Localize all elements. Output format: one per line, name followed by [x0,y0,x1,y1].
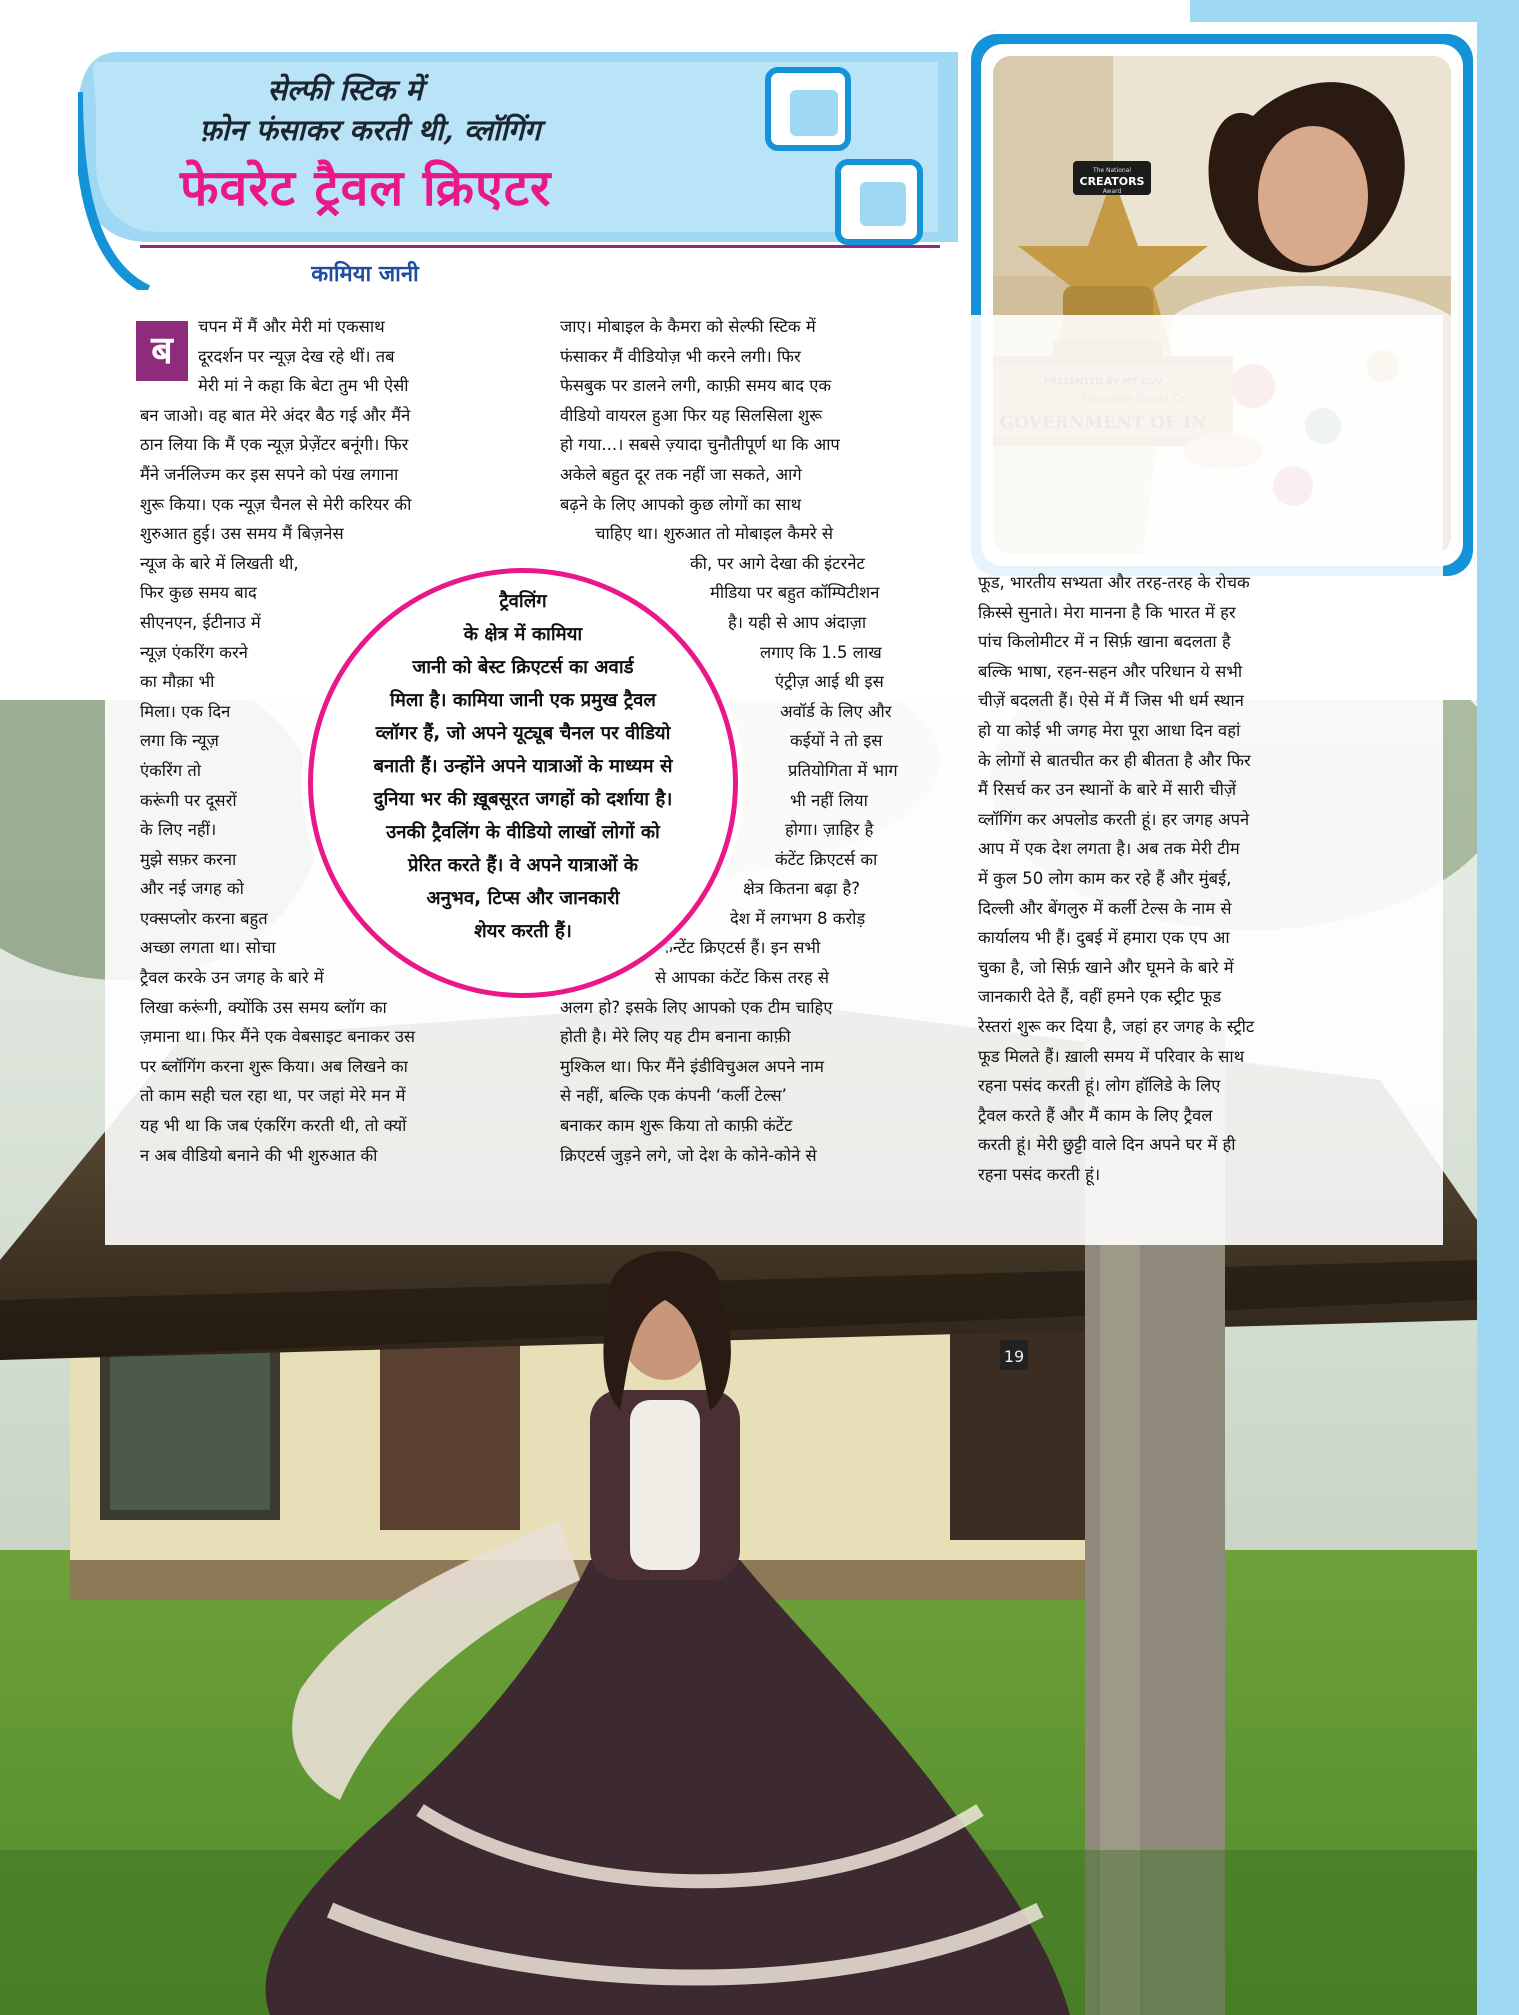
col1-line: मिला। एक दिन [140,701,231,721]
headline: फेवरेट ट्रैवल क्रिएटर [180,159,552,217]
pullquote-text [318,585,728,948]
col2-line: कईयों ने तो इस [790,731,883,751]
col3-line: के लोगों से बातचीत कर ही बीतता है और फिर [978,750,1251,770]
col1-line: के लिए नहीं। [140,820,217,840]
col1-line: मैंने जर्नलिज्म कर इस सपने को पंख लगाना [140,464,399,484]
col2-line: फेसबुक पर डालने लगी, काफ़ी समय बाद एक [560,376,832,396]
col2-line: बढ़ने के लिए आपको कुछ लोगों का साथ [560,494,802,514]
col2-line: कंटेंट क्रिएटर्स का [775,849,878,869]
col3-line: फूड मिलते हैं। ख़ाली समय में परिवार के साथ [978,1046,1245,1066]
col1-line: ठान लिया कि मैं एक न्यूज़ प्रेज़ेंटर बनूंगी। फिर [140,435,409,455]
col2-line: फंसाकर मैं वीडियोज़ भी करने लगी। फिर [560,346,801,366]
col3-line: व्लॉगिंग कर अपलोड करती हूं। हर जगह अपने [978,809,1250,829]
col3-line: रेस्तरां शुरू कर दिया है, जहां हर जगह के स्ट्रीट [978,1016,1255,1036]
col1-line: तो काम सही चल रहा था, पर जहां मेरे मन में [140,1086,406,1106]
col1-line: शुरू किया। एक न्यूज़ चैनल से मेरी करियर की [140,494,412,514]
col1-line: दूरदर्शन पर न्यूज़ देख रहे थीं। तब [198,346,395,366]
pullquote-line: उनकी ट्रैवलिंग के वीडियो लाखों लोगों को [386,822,660,843]
col1-line: बन जाओ। वह बात मेरे अंदर बैठ गई और मैंने [140,405,411,425]
col2-line: क्षेत्र कितना बढ़ा है? [743,879,860,899]
col2-line: बनाकर काम शुरू किया तो काफ़ी कंटेंट [560,1116,793,1136]
col2-line: हो गया...। सबसे ज़्यादा चुनौतीपूर्ण था कि आप [560,435,840,455]
col3-line: रहना पसंद करती हूं। [978,1164,1101,1184]
col3-line: दिल्ली और बेंगलुरु में कर्ली टेल्स के नाम से [978,898,1232,918]
col1-line: मुझे सफ़र करना [140,849,237,869]
col3-line: जानकारी देते हैं, वहीं हमने एक स्ट्रीट फूड [978,987,1222,1007]
col3-line: आप में एक देश लगता है। अब तक मेरी टीम [978,839,1240,859]
pullquote-line: जानी को बेस्ट क्रिएटर्स का अवार्ड [412,657,634,678]
col2-line: की, पर आगे देखा की इंटरनेट [690,553,865,573]
kicker-line-1: सेल्फी स्टिक में [267,73,423,107]
col3-line: चुका है, जो सिर्फ़ खाने और घूमने के बारे में [978,957,1234,977]
col1-line: मेरी मां ने कहा कि बेटा तुम भी ऐसी [198,376,409,396]
col3-line: चीज़ें बदलती हैं। ऐसे में मैं जिस भी धर्म स्थान [978,691,1244,711]
pullquote-line: प्रेरित करते हैं। वे अपने यात्राओं के [407,855,639,876]
col1-line: ट्रैवल करके उन जगह के बारे में [140,968,324,988]
pullquote-line: मिला है। कामिया जानी एक प्रमुख ट्रैवल [390,690,656,711]
col2-line: वीडियो वायरल हुआ फिर यह सिलसिला शुरू [560,405,823,425]
col3-line: हो या कोई भी जगह मेरा पूरा आधा दिन वहां [978,720,1241,740]
col3-line: ट्रैवल करते हैं और मैं काम के लिए ट्रैवल [978,1105,1213,1125]
pullquote-line: ट्रैवलिंग [499,591,547,612]
pullquote-line: बनाती हैं। उन्होंने अपने यात्राओं के माध्यम से [373,756,673,777]
col2-line: अवॉर्ड के लिए और [780,701,892,721]
col3-line: करती हूं। मेरी छुट्टी वाले दिन अपने घर में ही [978,1135,1236,1155]
pullquote-line: दुनिया भर की ख़ूबसूरत जगहों को दर्शाया है। [373,789,673,810]
col2-line: क्रिएटर्स जुड़ने लगे, जो देश के कोने-कोने से [560,1145,817,1165]
col2-line: अकेले बहुत दूर तक नहीं जा सकते, आगे [560,464,802,484]
article-column-3 [978,568,1378,1189]
col1-line: अच्छा लगता था। सोचा [140,938,276,958]
col3-line: कार्यालय भी हैं। दुबई में हमारा एक एप आ [978,928,1230,948]
top-strip [1190,0,1519,22]
col2-line: चाहिए था। शुरुआत तो मोबाइल कैमरे से [595,524,834,544]
col2-line: होगा। ज़ाहिर है [785,820,874,840]
col1-line: न अब वीडियो बनाने की भी शुरुआत की [140,1145,378,1165]
pullquote-line: व्लॉगर हैं, जो अपने यूट्यूब चैनल पर वीडियो [375,723,671,744]
col3-line: पांच किलोमीटर में न सिर्फ़ खाना बदलता है [978,632,1231,652]
col3-line: रहना पसंद करती हूं। लोग हॉलिडे के लिए [978,1076,1221,1096]
col1-line: न्यूज़ एंकरिंग करने [140,642,248,662]
col1-line: पर ब्लॉगिंग करना शुरू किया। अब लिखने का [140,1056,408,1076]
col2-line: से नहीं, बल्कि एक कंपनी ‘कर्ली टेल्स’ [560,1086,787,1106]
col2-line: एंट्रीज़ आई थी इस [775,672,884,692]
col3-line: क़िस्से सुनाते। मेरा मानना है कि भारत में हर [978,602,1236,622]
col2-line: है। यही से आप अंदाज़ा [728,612,867,632]
col2-line: से आपका कंटेंट किस तरह से [655,968,830,988]
col1-line: यह भी था कि जब एंकरिंग करती थी, तो क्यों [140,1116,407,1136]
col3-line: बल्कि भाषा, रहन-सहन और परिधान ये सभी [978,661,1243,681]
col2-line: मुश्किल था। फिर मैंने इंडीविचुअल अपने नाम [560,1056,824,1076]
col2-line: देश में लगभग 8 करोड़ [730,908,866,928]
award-sub-text: Award [1102,188,1122,195]
edge-strip [1477,0,1519,2015]
col1-line: सीएनएन, ईटीनाउ में [140,612,261,632]
col2-line: लगाए कि 1.5 लाख [760,642,882,662]
col2-line: होती है। मेरे लिए यह टीम बनाना काफ़ी [560,1027,791,1047]
col2-line: अलग हो? इसके लिए आपको एक टीम चाहिए [560,997,833,1017]
award-small-text: The National [1092,167,1132,174]
cottage-number: 19 [1003,1347,1025,1366]
col1-line: का मौक़ा भी [140,672,215,692]
col3-line: मैं रिसर्च कर उन स्थानों के बारे में सारी चीज़ें [978,780,1237,800]
pullquote-line: शेयर करती हैं। [474,921,572,942]
kicker-line-2: फ़ोन फंसाकर करती थी, व्लॉगिंग [199,113,541,147]
col2-line: कंन्टेंट क्रिएटर्स हैं। इन सभी [660,938,821,958]
col3-line: फूड, भारतीय सभ्यता और तरह-तरह के रोचक [978,573,1250,592]
col2-line: प्रतियोगिता में भाग [788,760,898,780]
header-rule [140,245,940,248]
col1-line: एक्सप्लोर करना बहुत [140,908,268,928]
col1-line: लगा कि न्यूज़ [140,731,219,751]
byline: कामिया जानी [311,262,419,287]
col1-line: लिखा करूंगी, क्योंकि उस समय ब्लॉग का [140,997,387,1017]
col2-line: मीडिया पर बहुत कॉम्पिटीशन [710,583,880,603]
col1-line: चपन में मैं और मेरी मां एकसाथ [198,317,385,336]
pullquote-line: के क्षेत्र में कामिया [463,624,583,645]
col2-line: जाए। मोबाइल के कैमरा को सेल्फी स्टिक में [560,317,816,336]
award-big-text: CREATORS [1079,175,1145,188]
col1-line: ज़माना था। फिर मैंने एक वेबसाइट बनाकर उस [140,1027,416,1047]
pullquote-line: अनुभव, टिप्स और जानकारी [426,888,620,909]
header-text [110,70,870,220]
col2-line: भी नहीं लिया [790,790,868,810]
col1-line: शुरुआत हुई। उस समय मैं बिज़नेस [140,524,344,544]
col1-line: और नई जगह को [140,879,244,899]
col1-line: फिर कुछ समय बाद [140,583,257,603]
col3-line: में कुल 50 लोग काम कर रहे हैं और मुंबई, [978,868,1232,888]
col1-line: करूंगी पर दूसरों [140,790,237,810]
col1-line: न्यूज के बारे में लिखती थी, [140,553,299,573]
drop-cap: ब [136,321,188,381]
col1-line: एंकरिंग तो [140,760,202,780]
